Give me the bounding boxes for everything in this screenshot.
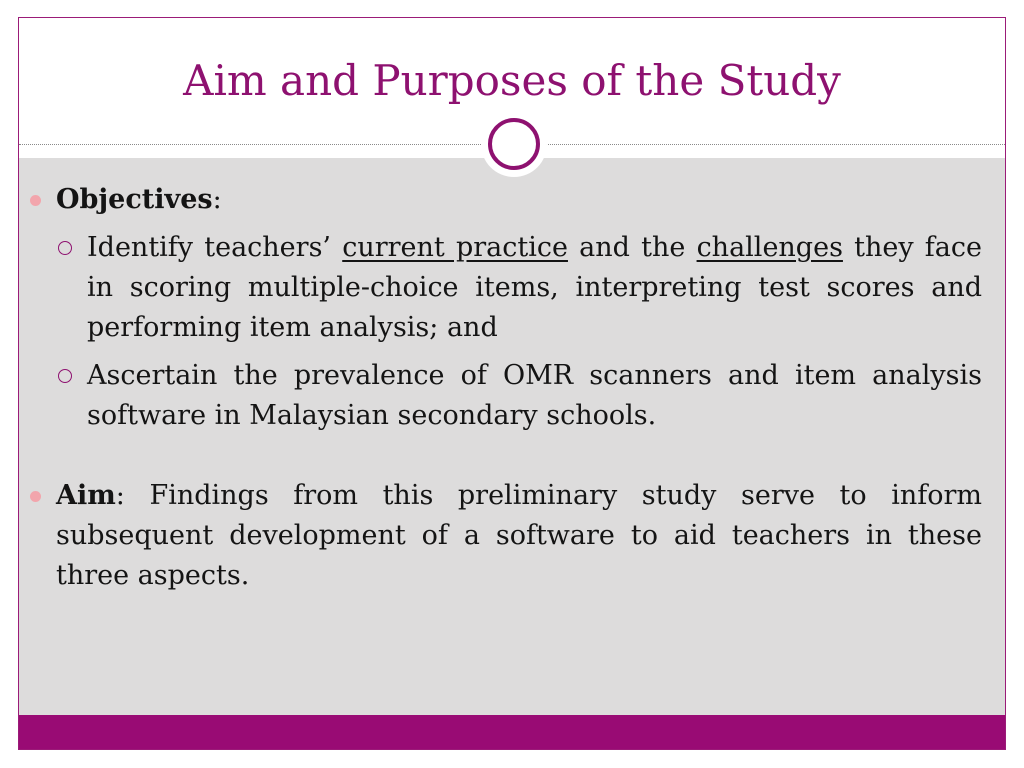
- aim-bullet: [0, 476, 1024, 596]
- bullet-dot-icon: [30, 195, 41, 206]
- objective-1-underline-current-practice: current practice: [342, 232, 568, 263]
- hollow-bullet-icon: [58, 369, 72, 383]
- bottom-accent-bar: [19, 715, 1005, 749]
- circle-ornament-icon: [488, 118, 540, 170]
- objective-item-1: [0, 228, 1024, 348]
- objectives-label: Objectives: [56, 184, 213, 215]
- aim-colon: :: [115, 480, 125, 511]
- aim-label: Aim: [56, 480, 116, 511]
- bullet-dot-icon: [30, 491, 41, 502]
- objective-1-underline-challenges: challenges: [696, 232, 843, 263]
- objective-1-part2: and the: [567, 232, 697, 263]
- objective-2-text: Ascertain the prevalence of OMR scanners and item analysis software in Malaysian secondary schools.: [87, 360, 982, 431]
- slide-title: Aim and Purposes of the Study: [183, 56, 841, 105]
- objectives-colon: :: [212, 184, 222, 215]
- objectives-bullet: [0, 180, 1024, 220]
- slide-content: [0, 180, 1024, 596]
- objective-1-part1: Identify teachers’: [87, 232, 343, 263]
- hollow-bullet-icon: [58, 241, 72, 255]
- objective-item-2: [0, 356, 1024, 436]
- objective-1-part3: they face in scoring multiple-choice items, interpreting test scores and performing item analysis; and: [87, 232, 982, 343]
- aim-text: Findings from this preliminary study serve to inform subsequent development of a software to aid teachers in these three aspects.: [56, 480, 982, 591]
